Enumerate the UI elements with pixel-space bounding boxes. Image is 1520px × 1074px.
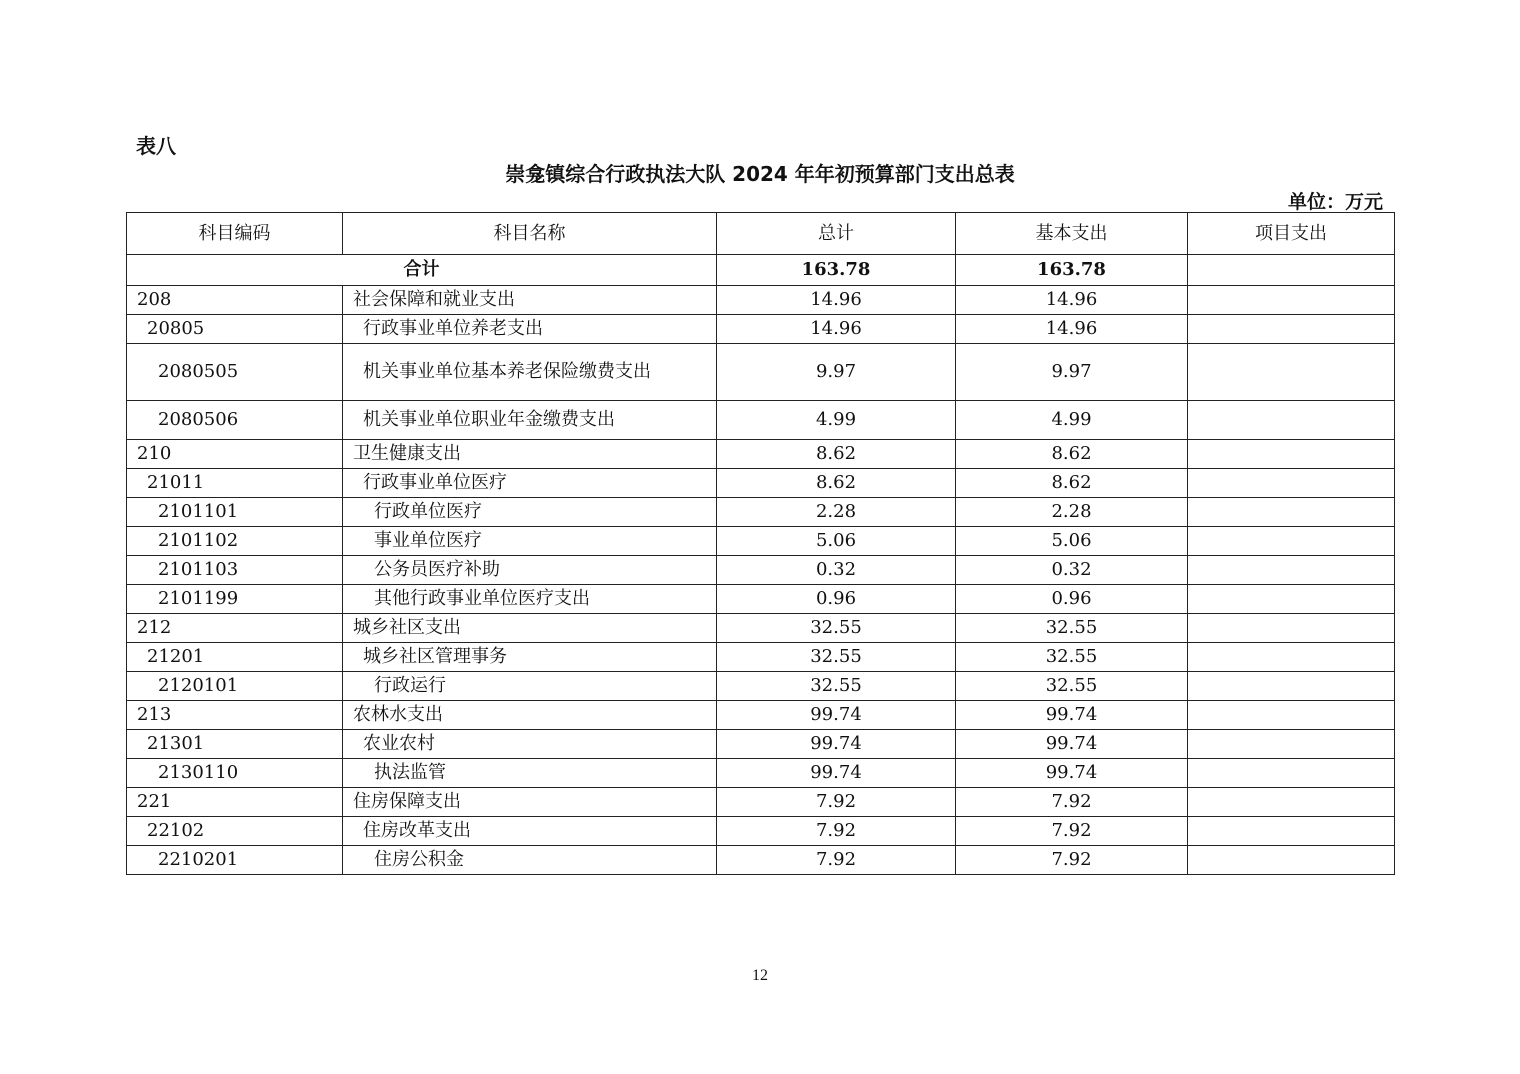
row-name: 机关事业单位基本养老保险缴费支出 <box>343 344 717 401</box>
row-name: 事业单位医疗 <box>343 527 717 556</box>
row-basic: 7.92 <box>956 788 1188 817</box>
table-row <box>127 788 1395 817</box>
table-row <box>127 527 1395 556</box>
row-name: 行政单位医疗 <box>343 498 717 527</box>
table-row <box>127 817 1395 846</box>
row-project <box>1188 846 1395 875</box>
header-total: 总计 <box>717 213 956 255</box>
row-code: 221 <box>127 788 343 817</box>
row-basic: 7.92 <box>956 846 1188 875</box>
row-basic: 2.28 <box>956 498 1188 527</box>
row-total: 32.55 <box>717 672 956 701</box>
row-code: 2080505 <box>127 344 343 401</box>
table-row <box>127 469 1395 498</box>
total-label: 合计 <box>127 255 717 286</box>
row-project <box>1188 701 1395 730</box>
header-code: 科目编码 <box>127 213 343 255</box>
row-code: 2101103 <box>127 556 343 585</box>
unit-label: 单位：万元 <box>1287 191 1383 213</box>
table-row <box>127 585 1395 614</box>
table-row <box>127 730 1395 759</box>
row-name: 城乡社区支出 <box>343 614 717 643</box>
row-project <box>1188 730 1395 759</box>
table-row <box>127 315 1395 344</box>
row-name: 公务员医疗补助 <box>343 556 717 585</box>
row-project <box>1188 643 1395 672</box>
row-total: 14.96 <box>717 286 956 315</box>
row-project <box>1188 527 1395 556</box>
table-row <box>127 701 1395 730</box>
row-basic: 5.06 <box>956 527 1188 556</box>
row-basic: 0.96 <box>956 585 1188 614</box>
total-row <box>127 255 1395 286</box>
row-total: 8.62 <box>717 440 956 469</box>
row-total: 5.06 <box>717 527 956 556</box>
table-row <box>127 440 1395 469</box>
row-name: 农业农村 <box>343 730 717 759</box>
document-title: 崇龛镇综合行政执法大队 2024 年年初预算部门支出总表 <box>505 162 1015 186</box>
header-row <box>127 213 1395 255</box>
row-project <box>1188 585 1395 614</box>
row-basic: 32.55 <box>956 672 1188 701</box>
row-project <box>1188 440 1395 469</box>
row-basic: 9.97 <box>956 344 1188 401</box>
table-row <box>127 672 1395 701</box>
row-code: 21011 <box>127 469 343 498</box>
row-name: 住房公积金 <box>343 846 717 875</box>
row-project <box>1188 401 1395 440</box>
row-total: 7.92 <box>717 817 956 846</box>
row-total: 9.97 <box>717 344 956 401</box>
row-project <box>1188 498 1395 527</box>
row-code: 20805 <box>127 315 343 344</box>
row-code: 21201 <box>127 643 343 672</box>
row-total: 4.99 <box>717 401 956 440</box>
table-row <box>127 286 1395 315</box>
row-total: 7.92 <box>717 846 956 875</box>
row-code: 21301 <box>127 730 343 759</box>
row-basic: 14.96 <box>956 315 1188 344</box>
row-project <box>1188 469 1395 498</box>
row-name: 社会保障和就业支出 <box>343 286 717 315</box>
row-project <box>1188 788 1395 817</box>
row-code: 2101102 <box>127 527 343 556</box>
row-code: 212 <box>127 614 343 643</box>
row-project <box>1188 817 1395 846</box>
table-row <box>127 614 1395 643</box>
row-basic: 8.62 <box>956 440 1188 469</box>
row-basic: 99.74 <box>956 730 1188 759</box>
row-total: 32.55 <box>717 614 956 643</box>
budget-expenditure-table <box>126 212 1395 875</box>
row-code: 2120101 <box>127 672 343 701</box>
table-row <box>127 759 1395 788</box>
row-name: 行政运行 <box>343 672 717 701</box>
row-total: 0.96 <box>717 585 956 614</box>
row-total: 99.74 <box>717 730 956 759</box>
row-name: 住房保障支出 <box>343 788 717 817</box>
header-name: 科目名称 <box>343 213 717 255</box>
row-code: 2101101 <box>127 498 343 527</box>
row-code: 2080506 <box>127 401 343 440</box>
total-total: 163.78 <box>717 255 956 286</box>
row-name: 机关事业单位职业年金缴费支出 <box>343 401 717 440</box>
row-total: 14.96 <box>717 315 956 344</box>
row-project <box>1188 286 1395 315</box>
row-total: 99.74 <box>717 759 956 788</box>
row-project <box>1188 556 1395 585</box>
row-total: 7.92 <box>717 788 956 817</box>
row-code: 2101199 <box>127 585 343 614</box>
total-project <box>1188 255 1395 286</box>
row-code: 2130110 <box>127 759 343 788</box>
row-total: 99.74 <box>717 701 956 730</box>
row-name: 卫生健康支出 <box>343 440 717 469</box>
table-row <box>127 556 1395 585</box>
row-project <box>1188 614 1395 643</box>
row-basic: 99.74 <box>956 759 1188 788</box>
row-name: 行政事业单位医疗 <box>343 469 717 498</box>
table-row <box>127 401 1395 440</box>
row-name: 农林水支出 <box>343 701 717 730</box>
row-basic: 14.96 <box>956 286 1188 315</box>
row-total: 2.28 <box>717 498 956 527</box>
row-basic: 8.62 <box>956 469 1188 498</box>
row-name: 城乡社区管理事务 <box>343 643 717 672</box>
page-number: 12 <box>752 967 768 984</box>
row-code: 213 <box>127 701 343 730</box>
row-project <box>1188 672 1395 701</box>
row-project <box>1188 315 1395 344</box>
row-project <box>1188 759 1395 788</box>
row-name: 其他行政事业单位医疗支出 <box>343 585 717 614</box>
table-row <box>127 344 1395 401</box>
row-project <box>1188 344 1395 401</box>
table-row <box>127 498 1395 527</box>
row-code: 208 <box>127 286 343 315</box>
row-basic: 32.55 <box>956 643 1188 672</box>
row-basic: 0.32 <box>956 556 1188 585</box>
row-name: 住房改革支出 <box>343 817 717 846</box>
row-total: 8.62 <box>717 469 956 498</box>
table-row <box>127 846 1395 875</box>
row-name: 行政事业单位养老支出 <box>343 315 717 344</box>
row-code: 210 <box>127 440 343 469</box>
row-total: 32.55 <box>717 643 956 672</box>
row-basic: 32.55 <box>956 614 1188 643</box>
table-label: 表八 <box>136 134 176 158</box>
row-total: 0.32 <box>717 556 956 585</box>
row-name: 执法监管 <box>343 759 717 788</box>
row-code: 22102 <box>127 817 343 846</box>
row-code: 2210201 <box>127 846 343 875</box>
header-project: 项目支出 <box>1188 213 1395 255</box>
row-basic: 4.99 <box>956 401 1188 440</box>
row-basic: 99.74 <box>956 701 1188 730</box>
row-basic: 7.92 <box>956 817 1188 846</box>
header-basic: 基本支出 <box>956 213 1188 255</box>
total-basic: 163.78 <box>956 255 1188 286</box>
table-row <box>127 643 1395 672</box>
